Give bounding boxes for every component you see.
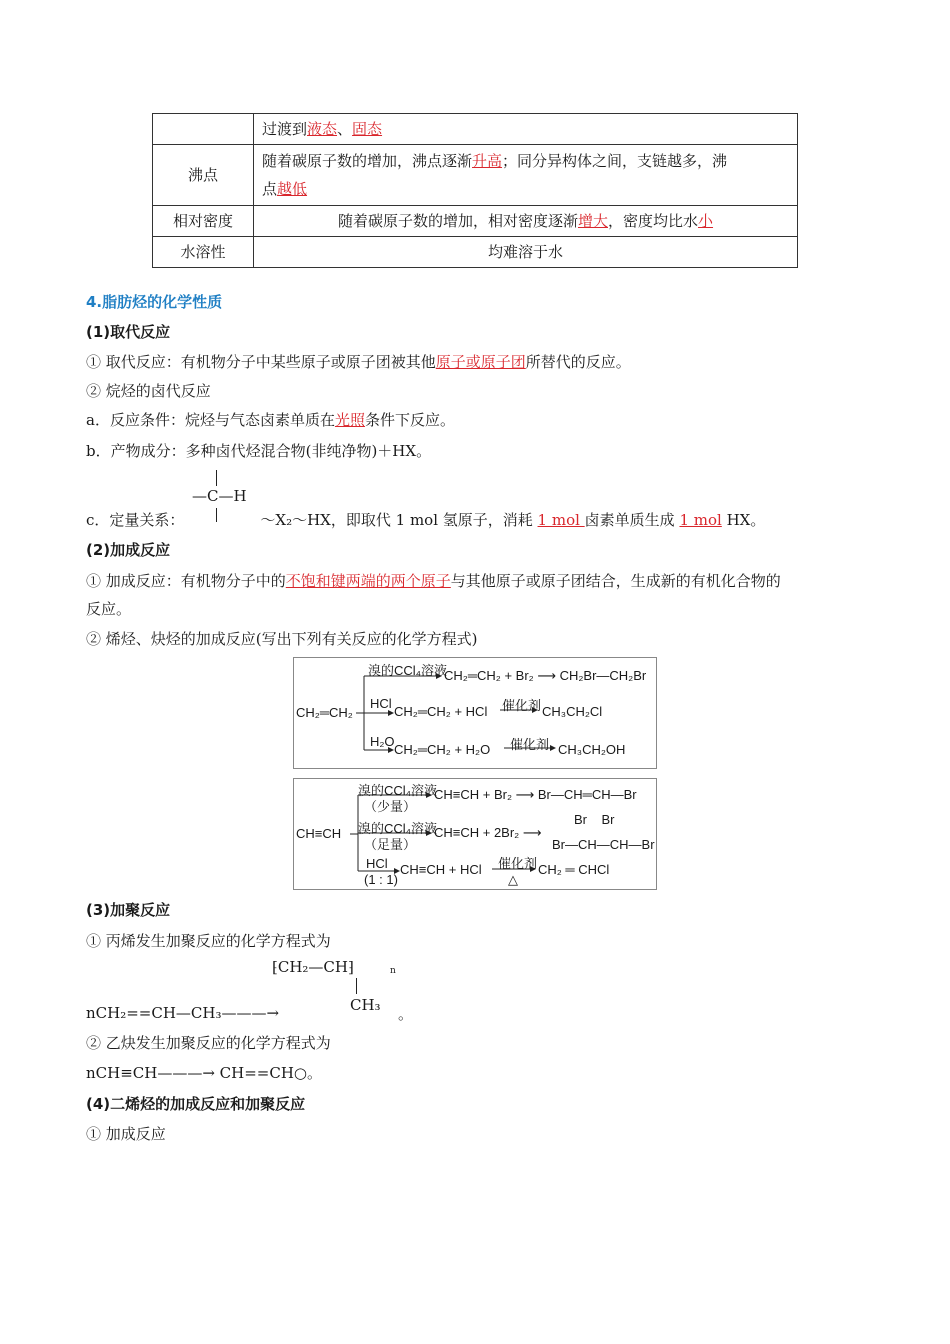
cell-text: 随着碳原子数的增加，相对密度逐渐	[337, 212, 578, 230]
answer-text: 增大	[577, 212, 608, 230]
paragraph	[86, 352, 631, 372]
table-cell	[254, 206, 798, 237]
subsection-heading: (3)加聚反应	[86, 901, 171, 919]
bond-line	[356, 978, 357, 994]
cell-text: 过渡到	[262, 120, 308, 138]
answer-text: 升高	[472, 152, 503, 170]
condition-label: HCl	[370, 696, 392, 711]
paragraph: ② 烯烃、炔烃的加成反应(写出下列有关反应的化学方程式)	[86, 630, 478, 648]
condition-note: （少量）	[364, 799, 417, 814]
polymer-structure	[272, 958, 412, 1018]
paragraph: ② 烷烃的卤代反应	[86, 382, 211, 400]
text: HX。	[721, 511, 766, 529]
subsection-heading: (1)取代反应	[86, 323, 171, 341]
reactant-label: CH₂═CH₂	[296, 705, 353, 720]
catalyst-label: 催化剂	[498, 856, 538, 871]
text: ① 加成反应：有机物分子中的	[86, 572, 286, 590]
properties-table	[152, 113, 798, 268]
subsection-heading: (2)加成反应	[86, 541, 171, 559]
paragraph: 反应。	[86, 600, 132, 618]
equation: CH≡CH + Br₂ ⟶ Br—CH═CH—Br	[434, 787, 637, 802]
text: ～X₂～HX，即取代 1 mol 氢原子，消耗	[260, 511, 538, 529]
paragraph	[86, 571, 781, 591]
period: 。	[398, 1005, 414, 1023]
text: 条件下反应。	[364, 411, 455, 429]
paragraph: ② 乙炔发生加聚反应的化学方程式为	[86, 1034, 331, 1052]
text: c．定量关系：	[86, 511, 185, 529]
equation: CH₂ ═ CHCl	[538, 862, 610, 877]
table-cell	[254, 114, 798, 145]
text: 卤素单质生成	[584, 511, 680, 529]
text: a．反应条件：烷烃与气态卤素单质在	[86, 411, 335, 429]
cell-text: ；同分异构体之间，支链越多，沸	[502, 152, 728, 170]
answer-text: 原子或原子团	[435, 353, 526, 371]
polymer-backbone: ⁅CH₂—CH⁆	[272, 958, 354, 976]
condition-label: HCl	[366, 856, 388, 871]
section-heading: 4.脂肪烃的化学性质	[86, 293, 223, 311]
paragraph: ① 加成反应	[86, 1125, 166, 1143]
bromine-labels: Br Br	[574, 812, 615, 827]
text: 所替代的反应。	[525, 353, 631, 371]
equation: CH₃CH₂OH	[558, 742, 626, 757]
cell-text: 点	[262, 180, 278, 198]
table-row	[153, 145, 798, 206]
table-cell-label: 相对密度	[153, 206, 254, 237]
equation-line: nCH≡CH———→ CH==CH○。	[86, 1064, 323, 1082]
paragraph	[86, 410, 455, 430]
paragraph	[86, 510, 765, 530]
answer-text: 光照	[334, 411, 365, 429]
heat-symbol: △	[508, 872, 518, 887]
text: 与其他原子或原子团结合，生成新的有机化合物的	[450, 572, 781, 590]
equation: CH≡CH + HCl	[400, 862, 482, 877]
table-cell: 均难溶于水	[254, 237, 798, 268]
table-row	[153, 114, 798, 145]
catalyst-label: 催化剂	[510, 737, 550, 752]
cell-text: ，密度均比水	[608, 212, 699, 230]
table-row	[153, 206, 798, 237]
acetylene-reaction-box	[293, 778, 657, 890]
answer-text: 液态	[307, 120, 338, 138]
methyl-group: CH₃	[350, 996, 381, 1014]
bond-line	[216, 470, 217, 486]
equation-line: nCH₂==CH—CH₃———→	[86, 1004, 280, 1022]
table-row	[153, 237, 798, 268]
answer-text: 小	[698, 212, 714, 230]
answer-text: 固态	[352, 120, 383, 138]
reactant-label: CH≡CH	[296, 826, 342, 841]
condition-label: H₂O	[370, 734, 395, 749]
table-cell-label: 水溶性	[153, 237, 254, 268]
ethylene-reaction-box	[293, 657, 657, 769]
condition-label: 溴的CCl₄溶液	[358, 821, 437, 836]
equation: CH₂═CH₂ + HCl	[394, 704, 488, 719]
cell-text: 随着碳原子数的增加，沸点逐渐	[262, 152, 473, 170]
catalyst-label: 催化剂	[502, 698, 542, 713]
table-cell	[153, 114, 254, 145]
answer-text: 1 mol	[537, 511, 585, 529]
equation: CH≡CH + 2Br₂ ⟶	[434, 825, 542, 840]
condition-label: 溴的CCl₄溶液	[358, 783, 437, 798]
table-cell-label: 沸点	[153, 145, 254, 206]
ch-formula: —C—H	[192, 487, 247, 505]
equation: CH₃CH₂Cl	[542, 704, 603, 719]
subscript-n: n	[390, 966, 396, 976]
paragraph: ① 丙烯发生加聚反应的化学方程式为	[86, 932, 331, 950]
answer-text: 越低	[277, 180, 308, 198]
answer-text: 1 mol	[679, 511, 722, 529]
equation: CH₂═CH₂ + Br₂ ⟶ CH₂Br—CH₂Br	[444, 668, 647, 683]
condition-note: (1 : 1)	[364, 872, 398, 887]
subsection-heading: (4)二烯烃的加成反应和加聚反应	[86, 1095, 306, 1113]
equation: CH₂═CH₂ + H₂O	[394, 742, 491, 757]
answer-text: 不饱和键两端的两个原子	[285, 572, 451, 590]
text: ① 取代反应：有机物分子中某些原子或原子团被其他	[86, 353, 436, 371]
table-cell	[254, 145, 798, 206]
paragraph: b．产物成分：多种卤代烃混合物(非纯净物)＋HX。	[86, 442, 432, 460]
condition-label: 溴的CCl₄溶液	[368, 663, 447, 678]
cell-text: 、	[337, 120, 353, 138]
equation: Br—CH—CH—Br	[552, 837, 655, 852]
condition-note: （足量）	[364, 837, 417, 852]
